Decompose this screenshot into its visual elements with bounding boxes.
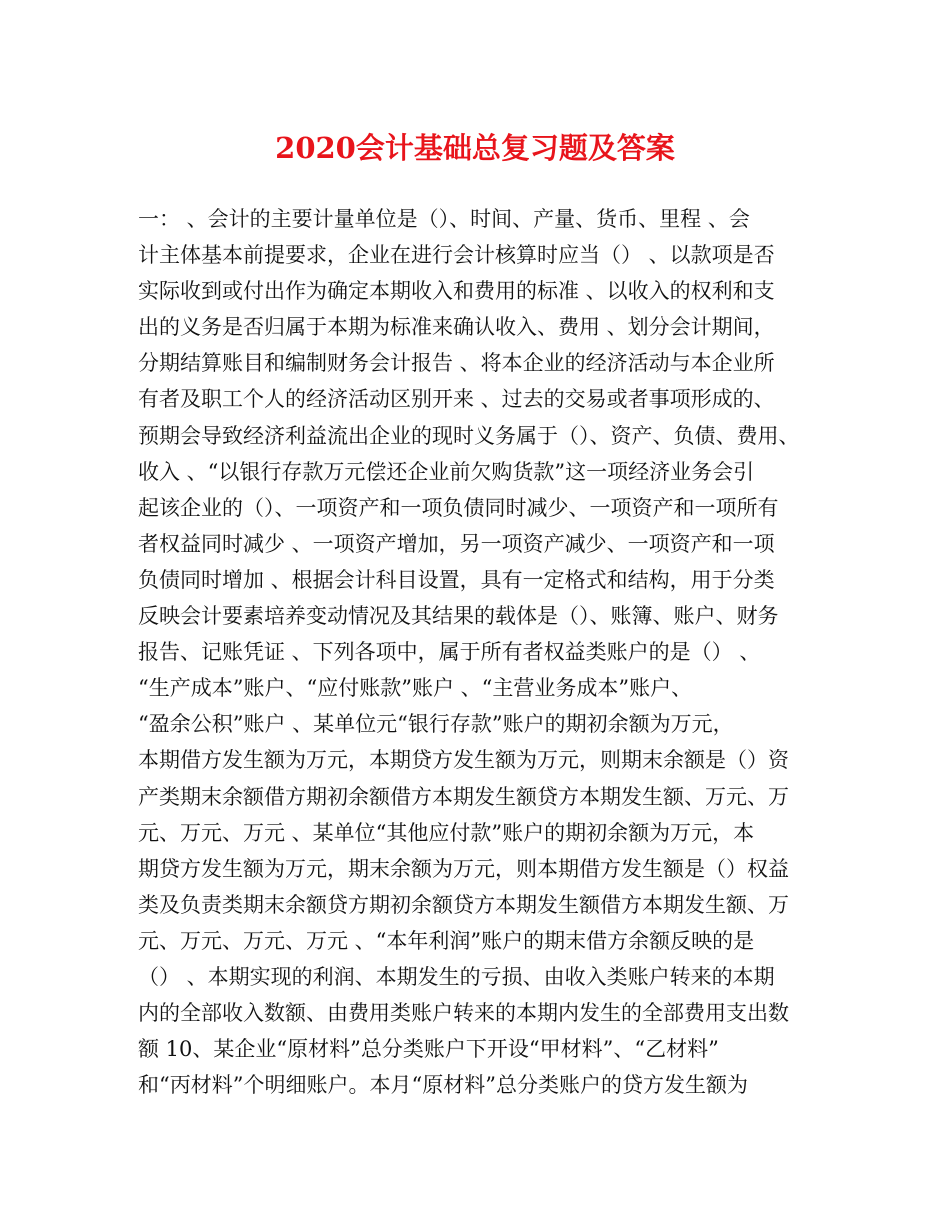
document-line: “盈余公积”账户 、某单位元“银行存款”账户的期初余额为万元， — [138, 712, 734, 737]
document-line: 负债同时增加 、根据会计科目设置，具有一定格式和结构，用于分类 — [138, 567, 775, 592]
document-line: 有者及职工个人的经济活动区别开来 、过去的交易或者事项形成的、 — [138, 387, 775, 412]
document-line: “生产成本”账户、“应付账款”账户 、“主营业务成本”账户、 — [138, 676, 693, 701]
document-line: 者权益同时减少 、一项资产增加，另一项资产减少、一项资产和一项 — [138, 531, 775, 556]
document-line: 元、万元、万元、万元 、“本年利润”账户的期末借方余额反映的是 — [138, 928, 755, 953]
document-line: 类及负责类期末余额贷方期初余额贷方本期发生额借方本期发生额、万 — [138, 892, 789, 917]
document-line: 实际收到或付出作为确定本期收入和费用的标准 、以收入的权利和支 — [138, 279, 775, 304]
document-line: 元、万元、万元 、某单位“其他应付款”账户的期初余额为万元，本 — [138, 820, 755, 845]
document-line: 反映会计要素培养变动情况及其结果的载体是（）、账簿、账户、财务 — [138, 604, 779, 629]
document-line: 内的全部收入数额、由费用类账户转来的本期内发生的全部费用支出数 — [138, 1001, 789, 1026]
document-line: 期贷方发生额为万元，期末余额为万元，则本期借方发生额是（）权益 — [138, 856, 789, 881]
document-line: 和“丙材料”个明细账户。本月“原材料”总分类账户的贷方发生额为 — [138, 1073, 748, 1098]
document-title: 2020会计基础总复习题及答案 — [275, 131, 675, 165]
document-line: 计主体基本前提要求，企业在进行会计核算时应当（） 、以款项是否 — [138, 243, 775, 268]
document-line: 出的义务是否归属于本期为标准来确认收入、费用 、划分会计期间， — [138, 315, 775, 340]
document-line: 报告、记账凭证 、下列各项中，属于所有者权益类账户的是（） 、 — [138, 640, 761, 665]
document-line: 一： 、会计的主要计量单位是（）、时间、产量、货币、里程 、会 — [138, 207, 750, 231]
document-line: 起该企业的（）、一项资产和一项负债同时减少、一项资产和一项所有 — [138, 495, 779, 520]
document-line: 收入 、“以银行存款万元偿还企业前欠购货款”这一项经济业务会引 — [138, 459, 755, 484]
document-line: 额 10、某企业“原材料”总分类账户下开设“甲材料”、“乙材料” — [138, 1037, 719, 1062]
document-line: （） 、本期实现的利润、本期发生的亏损、由收入类账户转来的本期 — [138, 964, 775, 989]
document-line: 分期结算账目和编制财务会计报告 、将本企业的经济活动与本企业所 — [138, 351, 775, 376]
document-body — [138, 201, 838, 1103]
document-line: 预期会导致经济利益流出企业的现时义务属于（）、资产、负债、费用、 — [138, 423, 800, 448]
document-line: 本期借方发生额为万元，本期贷方发生额为万元，则期末余额是（）资 — [138, 748, 789, 773]
document-line: 产类期末余额借方期初余额借方本期发生额贷方本期发生额、万元、万 — [138, 784, 789, 809]
